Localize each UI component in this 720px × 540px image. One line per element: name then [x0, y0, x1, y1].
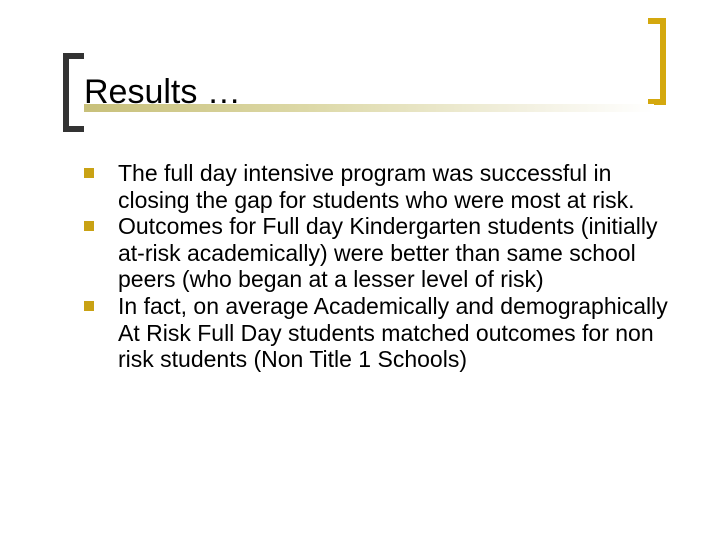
bullet-text: Outcomes for Full day Kindergarten students (initially at-risk academically) were better than same school peers (who began at a lesser level of risk) [118, 213, 658, 293]
slide-title: Results … [84, 73, 241, 111]
square-bullet-icon [84, 221, 94, 231]
bullet-item [84, 160, 684, 213]
left-bracket-decoration [63, 53, 84, 132]
bullet-item [84, 213, 684, 293]
square-bullet-icon [84, 168, 94, 178]
right-bracket-decoration [648, 18, 666, 105]
bullet-text: In fact, on average Academically and demographically At Risk Full Day students matched outcomes for non risk students (Non Title 1 Schools) [118, 292, 668, 373]
bullet-text: The full day intensive program was successful in closing the gap for students who were most at risk. [118, 160, 635, 213]
bullet-item [84, 293, 684, 373]
square-bullet-icon [84, 301, 94, 311]
bullet-list [84, 160, 684, 373]
